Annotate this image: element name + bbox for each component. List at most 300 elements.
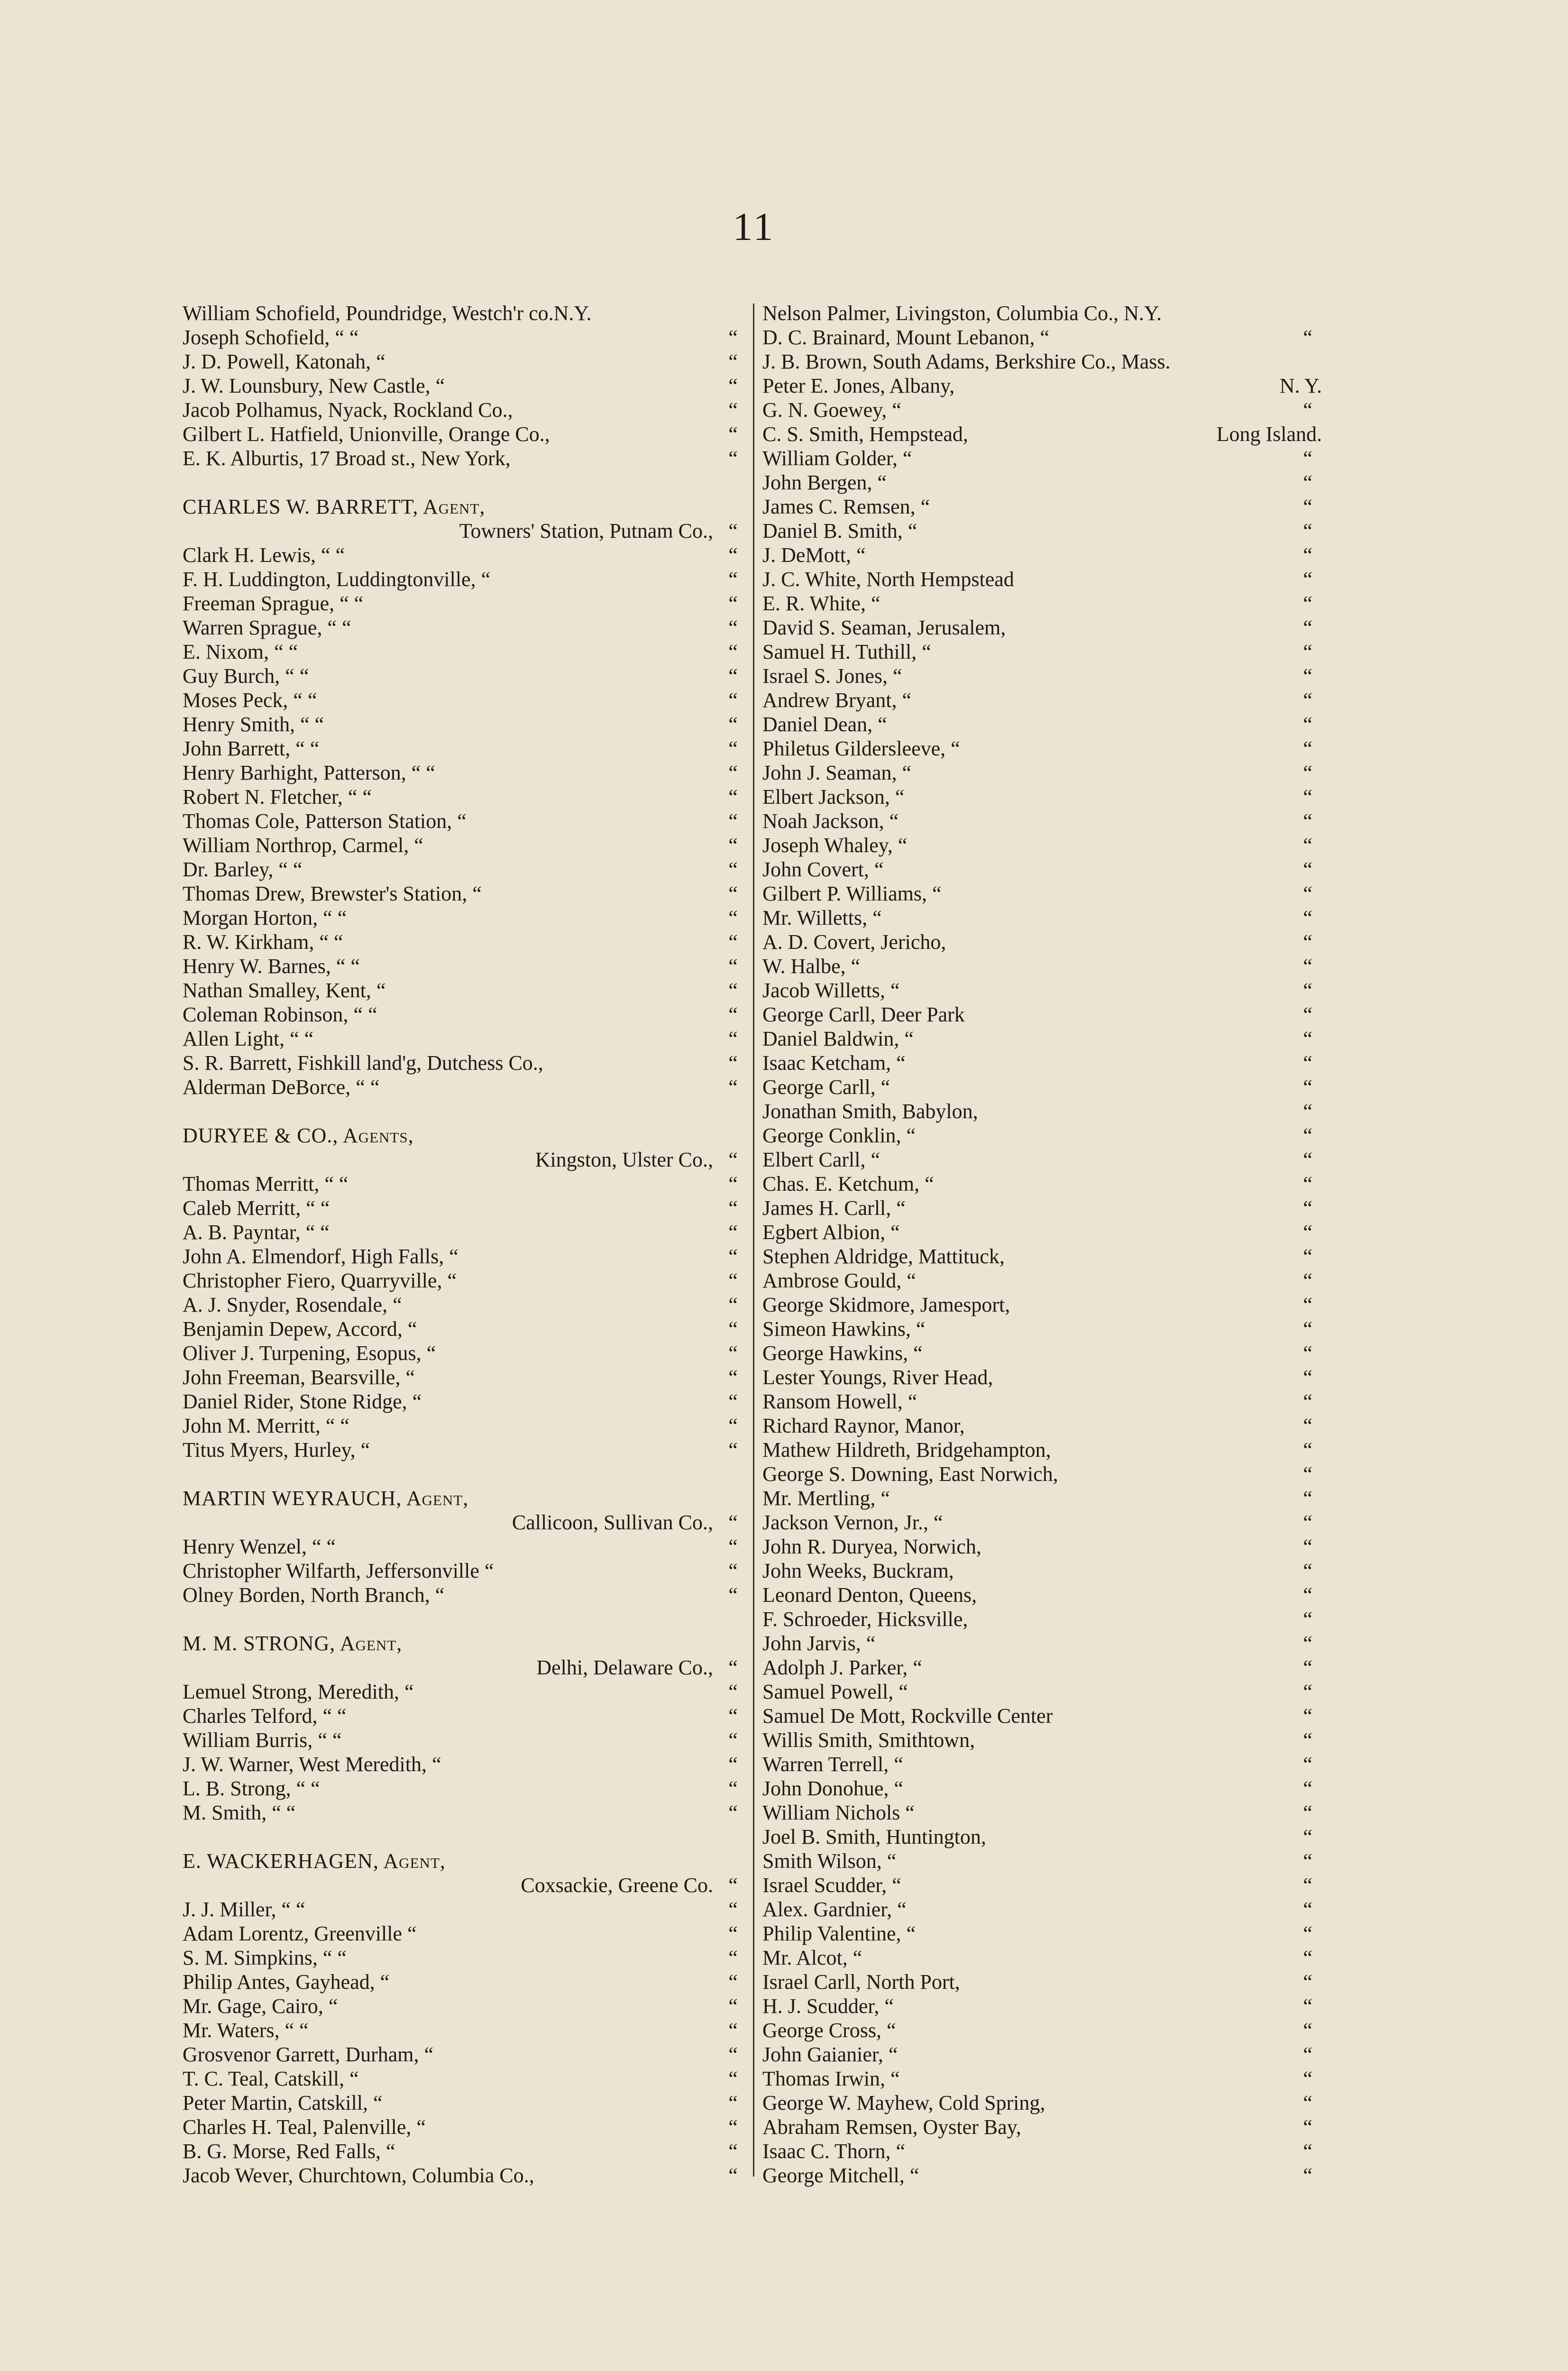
list-item	[762, 1607, 1322, 1631]
list-item	[183, 1027, 749, 1051]
entry-text: Abraham Remsen, Oyster Bay,	[762, 2115, 1021, 2139]
list-item	[762, 446, 1322, 470]
list-item	[762, 1148, 1322, 1172]
list-item	[183, 567, 749, 591]
entry-text: Gilbert P. Williams, “	[762, 882, 942, 905]
ditto-mark: “	[1303, 1148, 1312, 1171]
entry-text: Jonathan Smith, Babylon,	[762, 1100, 978, 1123]
ditto-mark: “	[1303, 1801, 1312, 1824]
list-item	[183, 1655, 749, 1680]
entry-text: Leonard Denton, Queens,	[762, 1583, 977, 1607]
ditto-mark: “	[728, 858, 738, 881]
entry-text: Morgan Horton, “ “	[183, 906, 347, 929]
entry-text: Egbert Albion, “	[762, 1221, 900, 1244]
ditto-mark: “	[728, 1317, 738, 1341]
ditto-mark: “	[1303, 1583, 1312, 1607]
list-item	[183, 1559, 749, 1583]
list-item	[762, 2139, 1322, 2163]
list-item	[183, 1897, 749, 1921]
entry-text: E. WACKERHAGEN, Agent,	[183, 1849, 446, 1873]
list-item	[762, 1438, 1322, 1462]
entry-text: C. S. Smith, Hempstead,	[762, 423, 968, 446]
ditto-mark: “	[1303, 882, 1312, 905]
list-item	[183, 978, 749, 1002]
entry-text: Titus Myers, Hurley, “	[183, 1438, 370, 1461]
list-item	[183, 906, 749, 930]
entry-text: John Jarvis, “	[762, 1632, 876, 1655]
list-item	[762, 1752, 1322, 1776]
entry-text: Simeon Hawkins, “	[762, 1317, 926, 1341]
entry-text: Israel S. Jones, “	[762, 664, 902, 688]
ditto-mark: “	[728, 616, 738, 639]
ditto-mark: “	[1303, 1342, 1312, 1365]
entry-text: E. Nixom, “ “	[183, 640, 298, 663]
ditto-mark: “	[1303, 1221, 1312, 1244]
ditto-mark: “	[728, 785, 738, 809]
list-item	[762, 567, 1322, 591]
list-item	[762, 1002, 1322, 1027]
list-item	[762, 1510, 1322, 1535]
list-item	[762, 857, 1322, 882]
entry-text: Jackson Vernon, Jr., “	[762, 1511, 943, 1534]
ditto-mark: “	[1303, 1656, 1312, 1679]
ditto-mark: “	[1303, 1487, 1312, 1510]
ditto-mark: “	[728, 2140, 738, 2163]
list-item	[762, 2042, 1322, 2067]
list-item	[183, 591, 749, 616]
entry-text: Thomas Drew, Brewster's Station, “	[183, 882, 482, 905]
ditto-mark: “	[728, 834, 738, 857]
entry-text: T. C. Teal, Catskill, “	[183, 2067, 359, 2090]
ditto-mark: “	[728, 1245, 738, 1268]
entry-text: Henry W. Barnes, “ “	[183, 955, 360, 978]
list-item	[183, 640, 749, 664]
ditto-mark: “	[1303, 689, 1312, 712]
entry-text: Kingston, Ulster Co.,	[535, 1148, 713, 1171]
list-item	[762, 978, 1322, 1002]
entry-text: Grosvenor Garrett, Durham, “	[183, 2043, 434, 2066]
ditto-mark: “	[1303, 1994, 1312, 2018]
ditto-mark: “	[728, 350, 738, 373]
list-item	[183, 930, 749, 954]
ditto-mark: “	[728, 1438, 738, 1461]
ditto-mark: “	[1303, 1027, 1312, 1050]
entry-text: Dr. Barley, “ “	[183, 858, 303, 881]
list-item	[183, 785, 749, 809]
entry-text: Alderman DeBorce, “ “	[183, 1075, 380, 1099]
entry-text: Thomas Merritt, “ “	[183, 1172, 348, 1195]
entry-text: S. R. Barrett, Fishkill land'g, Dutchess Co.,	[183, 1051, 543, 1075]
entry-text: John Covert, “	[762, 858, 884, 881]
list-item	[183, 1752, 749, 1776]
ditto-mark: “	[728, 1946, 738, 1969]
ditto-mark: “	[728, 2115, 738, 2139]
list-item	[183, 1268, 749, 1293]
ditto-mark: “	[728, 1922, 738, 1945]
entry-text: Israel Scudder, “	[762, 1874, 901, 1897]
list-item	[762, 1365, 1322, 1389]
list-item	[762, 1486, 1322, 1510]
ditto-mark: “	[728, 1293, 738, 1316]
ditto-mark: “	[728, 1414, 738, 1437]
ditto-mark: “	[728, 1535, 738, 1558]
list-item	[762, 1946, 1322, 1970]
list-item	[762, 2018, 1322, 2042]
list-item	[762, 1535, 1322, 1559]
entry-text: Thomas Irwin, “	[762, 2067, 900, 2090]
ditto-mark: “	[1303, 2019, 1312, 2042]
ditto-mark: “	[1303, 1874, 1312, 1897]
entry-text: A. B. Payntar, “ “	[183, 1221, 330, 1244]
entry-text: Freeman Sprague, “ “	[183, 592, 364, 615]
ditto-mark: “	[728, 1148, 738, 1171]
ditto-mark: “	[728, 809, 738, 833]
ditto-mark: “	[1303, 519, 1312, 542]
entry-text: S. M. Simpkins, “ “	[183, 1946, 347, 1969]
ditto-mark: “	[1303, 2067, 1312, 2090]
list-item	[183, 2042, 749, 2067]
entry-text: John M. Merritt, “ “	[183, 1414, 349, 1437]
ditto-mark: “	[1303, 1438, 1312, 1461]
list-item	[762, 398, 1322, 422]
ditto-mark: “	[1303, 1196, 1312, 1220]
entry-text: Henry Smith, “ “	[183, 713, 324, 736]
list-item	[183, 736, 749, 761]
list-item	[762, 2067, 1322, 2091]
ditto-mark: “	[1303, 955, 1312, 978]
page-number: 11	[733, 205, 775, 249]
entry-text: George Cross, “	[762, 2019, 896, 2042]
ditto-mark: “	[728, 713, 738, 736]
list-item	[762, 664, 1322, 688]
entry-text: Clark H. Lewis, “ “	[183, 543, 345, 567]
ditto-mark: “	[1303, 1269, 1312, 1292]
list-item	[183, 1196, 749, 1220]
entry-text: John Weeks, Buckram,	[762, 1559, 954, 1582]
ditto-mark: “	[1303, 930, 1312, 954]
ditto-mark: “	[728, 1342, 738, 1365]
ditto-mark: “	[1303, 1390, 1312, 1413]
ditto-mark: “	[1303, 1680, 1312, 1703]
entry-text: Smith Wilson, “	[762, 1849, 897, 1873]
entry-text: William Northrop, Carmel, “	[183, 834, 423, 857]
ditto-mark: “	[1303, 834, 1312, 857]
entry-text: Gilbert L. Hatfield, Unionville, Orange Co.,	[183, 423, 550, 446]
entry-text: Warren Sprague, “ “	[183, 616, 351, 639]
ditto-mark: “	[728, 689, 738, 712]
entry-text: M. Smith, “ “	[183, 1801, 296, 1824]
list-item	[762, 519, 1322, 543]
entry-text: Daniel Dean, “	[762, 713, 887, 736]
entry-text: Moses Peck, “ “	[183, 689, 317, 712]
list-item	[762, 1051, 1322, 1075]
ditto-mark: “	[1303, 471, 1312, 494]
entry-text: Lemuel Strong, Meredith, “	[183, 1680, 414, 1703]
entry-text: Coxsackie, Greene Co.	[521, 1874, 713, 1897]
list-item	[183, 1389, 749, 1414]
ditto-mark: “	[728, 2067, 738, 2090]
ditto-mark: “	[728, 1970, 738, 1994]
list-item	[762, 1873, 1322, 1897]
ditto-mark: “	[728, 1559, 738, 1582]
list-item	[762, 1389, 1322, 1414]
list-item	[762, 1196, 1322, 1220]
list-item	[183, 857, 749, 882]
ditto-mark: “	[1303, 979, 1312, 1002]
list-item	[183, 1438, 749, 1462]
entry-text: Benjamin Depew, Accord, “	[183, 1317, 417, 1341]
entry-text: Charles H. Teal, Palenville, “	[183, 2115, 426, 2139]
ditto-mark: “	[1303, 1608, 1312, 1631]
entry-text: George Skidmore, Jamesport,	[762, 1293, 1010, 1316]
entry-text: J. W. Warner, West Meredith, “	[183, 1753, 441, 1776]
entry-text: George Carll, Deer Park	[762, 1003, 965, 1026]
ditto-mark: “	[1303, 1414, 1312, 1437]
list-item	[762, 616, 1322, 640]
entry-text: L. B. Strong, “ “	[183, 1777, 320, 1800]
list-item	[183, 519, 749, 543]
list-item	[183, 374, 749, 398]
list-item	[762, 1970, 1322, 1994]
entry-text: J. C. White, North Hempstead	[762, 568, 1014, 591]
list-item	[762, 882, 1322, 906]
list-item	[183, 1317, 749, 1341]
ditto-mark: “	[1303, 2091, 1312, 2114]
entry-text: Israel Carll, North Port,	[762, 1970, 960, 1994]
list-item	[183, 543, 749, 567]
entry-text: George W. Mayhew, Cold Spring,	[762, 2091, 1045, 2114]
ditto-mark: “	[728, 423, 738, 446]
ditto-mark: “	[1303, 906, 1312, 929]
list-item	[183, 1414, 749, 1438]
ditto-mark: “	[728, 979, 738, 1002]
entry-text: Ransom Howell, “	[762, 1390, 917, 1413]
entry-text: A. D. Covert, Jericho,	[762, 930, 946, 954]
agent-heading	[183, 1849, 749, 1873]
ditto-mark: “	[1303, 1849, 1312, 1873]
ditto-mark: “	[1303, 543, 1312, 567]
right-column	[762, 301, 1322, 2187]
entry-text: George Mitchell, “	[762, 2164, 919, 2187]
ditto-mark: “	[1303, 398, 1312, 422]
agent-heading	[183, 1123, 749, 1148]
ditto-mark: “	[1303, 1825, 1312, 1848]
entry-text: J. J. Miller, “ “	[183, 1898, 305, 1921]
ditto-mark: “	[1303, 785, 1312, 809]
entry-text: John Bergen, “	[762, 471, 887, 494]
ditto-mark: “	[728, 2091, 738, 2114]
ditto-mark: “	[728, 1728, 738, 1752]
ditto-mark: “	[728, 761, 738, 784]
entry-text: Caleb Merritt, “ “	[183, 1196, 330, 1220]
list-item	[183, 616, 749, 640]
ditto-mark: “	[728, 2164, 738, 2187]
left-column	[183, 301, 749, 2187]
ditto-mark: “	[728, 930, 738, 954]
entry-text: John Donohue, “	[762, 1777, 903, 1800]
ditto-mark: “	[1303, 1704, 1312, 1728]
list-item	[762, 761, 1322, 785]
list-item	[183, 712, 749, 736]
ditto-mark: “	[728, 2019, 738, 2042]
list-item	[762, 1268, 1322, 1293]
list-item	[762, 712, 1322, 736]
entry-text: George Hawkins, “	[762, 1342, 923, 1365]
ditto-mark: “	[1303, 568, 1312, 591]
ditto-mark: “	[728, 1511, 738, 1534]
entry-text: DURYEE & CO., Agents,	[183, 1124, 414, 1147]
entry-text: John Gaianier, “	[762, 2043, 898, 2066]
agent-heading	[183, 1486, 749, 1510]
entry-text: Elbert Carll, “	[762, 1148, 880, 1171]
entry-text: Philip Antes, Gayhead, “	[183, 1970, 390, 1994]
list-item	[183, 2091, 749, 2115]
list-item	[762, 688, 1322, 712]
entry-text: Callicoon, Sullivan Co.,	[512, 1511, 713, 1534]
ditto-mark: “	[728, 374, 738, 397]
list-item	[183, 2139, 749, 2163]
entry-text: Isaac Ketcham, “	[762, 1051, 906, 1075]
ditto-mark: “	[1303, 1777, 1312, 1800]
list-item	[762, 470, 1322, 495]
entry-text: Mr. Alcot, “	[762, 1946, 862, 1969]
entry-text: John Barrett, “ “	[183, 737, 320, 760]
entry-text: James C. Remsen, “	[762, 495, 930, 518]
column-divider	[753, 303, 754, 2177]
ditto-mark: “	[728, 955, 738, 978]
ditto-mark: “	[1303, 1462, 1312, 1486]
entry-text: Daniel Rider, Stone Ridge, “	[183, 1390, 422, 1413]
entry-text: Joseph Schofield, “ “	[183, 326, 359, 349]
ditto-mark: “	[1303, 1075, 1312, 1099]
list-item	[762, 1462, 1322, 1486]
entry-text: R. W. Kirkham, “ “	[183, 930, 343, 954]
entry-text: Joel B. Smith, Huntington,	[762, 1825, 986, 1848]
ditto-mark: “	[1303, 858, 1312, 881]
list-item	[762, 1099, 1322, 1123]
list-item	[762, 736, 1322, 761]
list-item	[183, 1921, 749, 1946]
entry-text: John A. Elmendorf, High Falls, “	[183, 1245, 458, 1268]
list-item	[183, 1728, 749, 1752]
list-item	[762, 1172, 1322, 1196]
list-item	[762, 1559, 1322, 1583]
list-item	[762, 591, 1322, 616]
entry-text: George Conklin, “	[762, 1124, 916, 1147]
list-item	[762, 543, 1322, 567]
list-item	[183, 761, 749, 785]
ditto-mark: “	[1303, 1366, 1312, 1389]
entry-text: Alex. Gardnier, “	[762, 1898, 907, 1921]
entry-text: Elbert Jackson, “	[762, 785, 905, 809]
entry-text: J. B. Brown, South Adams, Berkshire Co., Mass.	[762, 350, 1171, 373]
list-item	[183, 1002, 749, 1027]
ditto-mark: “	[728, 1898, 738, 1921]
list-item	[762, 930, 1322, 954]
entry-text: Samuel H. Tuthill, “	[762, 640, 931, 663]
entry-text: J. W. Lounsbury, New Castle, “	[183, 374, 445, 397]
ditto-mark: “	[728, 1366, 738, 1389]
list-item	[183, 398, 749, 422]
list-item	[762, 349, 1322, 374]
list-item	[183, 1801, 749, 1825]
entry-text: Thomas Cole, Patterson Station, “	[183, 809, 467, 833]
list-item	[762, 2091, 1322, 2115]
list-item	[183, 688, 749, 712]
entry-text: George S. Downing, East Norwich,	[762, 1462, 1058, 1486]
list-item	[183, 809, 749, 833]
ditto-mark: “	[728, 1753, 738, 1776]
entry-text: J. D. Powell, Katonah, “	[183, 350, 385, 373]
list-item	[762, 495, 1322, 519]
ditto-mark: “	[1303, 1632, 1312, 1655]
entry-text: Henry Barhight, Patterson, “ “	[183, 761, 435, 784]
ditto-mark: “	[1303, 2164, 1312, 2187]
entry-text: Ambrose Gould, “	[762, 1269, 916, 1292]
ditto-mark: “	[1303, 1753, 1312, 1776]
ditto-mark: “	[1303, 495, 1312, 518]
entry-text: Samuel Powell, “	[762, 1680, 908, 1703]
entry-text: David S. Seaman, Jerusalem,	[762, 616, 1006, 639]
entry-text: William Nichols “	[762, 1801, 915, 1824]
list-item	[183, 1293, 749, 1317]
list-item	[762, 1123, 1322, 1148]
ditto-mark: “	[728, 568, 738, 591]
list-item	[183, 422, 749, 446]
entry-text: Mr. Gage, Cairo, “	[183, 1994, 338, 2018]
list-item	[762, 1994, 1322, 2018]
ditto-mark: “	[728, 1874, 738, 1897]
entry-text: F. Schroeder, Hicksville,	[762, 1608, 968, 1631]
list-item	[183, 882, 749, 906]
entry-text: CHARLES W. BARRETT, Agent,	[183, 495, 486, 518]
list-item	[762, 640, 1322, 664]
list-item	[762, 1801, 1322, 1825]
ditto-mark: “	[728, 1704, 738, 1728]
list-item	[762, 1921, 1322, 1946]
ditto-mark: “	[728, 640, 738, 663]
list-item	[183, 1075, 749, 1099]
list-item	[762, 374, 1322, 398]
list-item	[762, 1825, 1322, 1849]
list-item	[762, 1244, 1322, 1268]
entry-text: W. Halbe, “	[762, 955, 861, 978]
ditto-mark: N. Y.	[1279, 374, 1322, 397]
ditto-mark: “	[728, 1680, 738, 1703]
list-item	[183, 1994, 749, 2018]
list-item	[183, 1510, 749, 1535]
ditto-mark: “	[728, 1027, 738, 1050]
ditto-mark: “	[1303, 761, 1312, 784]
section-gap	[183, 1825, 749, 1849]
ditto-mark: Long Island.	[1216, 423, 1322, 446]
list-item	[762, 1027, 1322, 1051]
entry-text: E. R. White, “	[762, 592, 880, 615]
list-item	[762, 1897, 1322, 1921]
entry-text: Jacob Willetts, “	[762, 979, 900, 1002]
ditto-mark: “	[728, 326, 738, 349]
entry-text: Peter E. Jones, Albany,	[762, 374, 955, 397]
list-item	[762, 422, 1322, 446]
ditto-mark: “	[1303, 1293, 1312, 1316]
entry-text: John Freeman, Bearsville, “	[183, 1366, 415, 1389]
section-gap	[183, 470, 749, 495]
ditto-mark: “	[728, 398, 738, 422]
list-item	[183, 2018, 749, 2042]
list-item	[183, 1220, 749, 1244]
ditto-mark: “	[1303, 1051, 1312, 1075]
ditto-mark: “	[728, 882, 738, 905]
